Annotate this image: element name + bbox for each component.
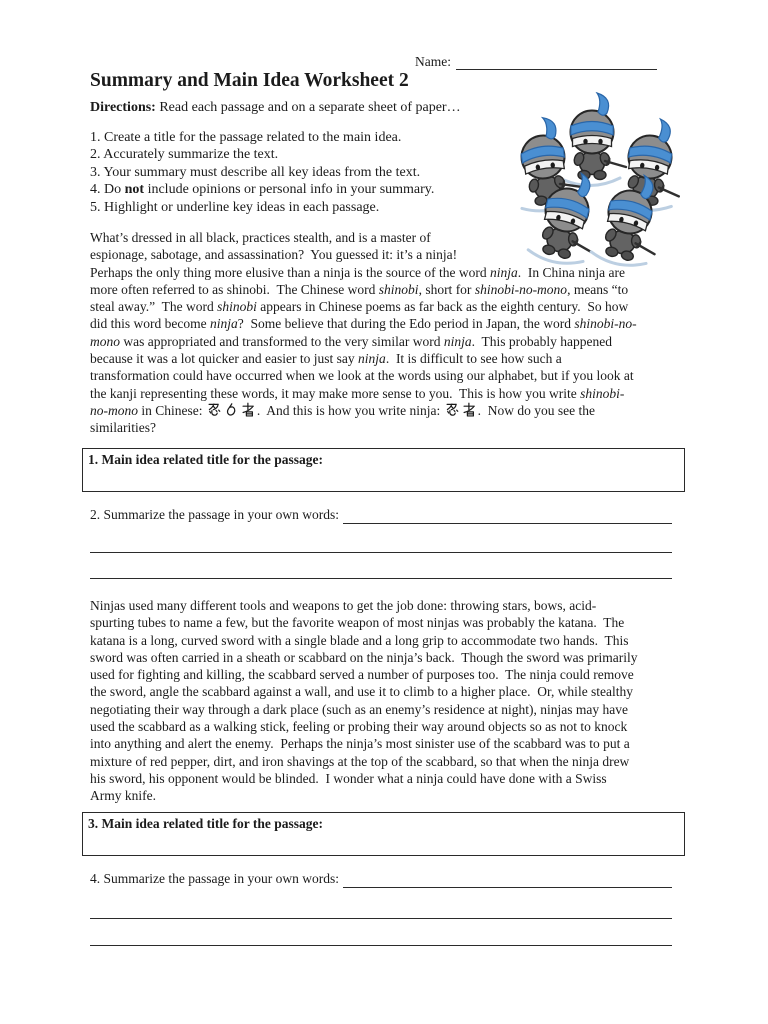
text-line: no-mono in Chinese: . And this is how you write ninja: . Now do you see the bbox=[90, 402, 595, 418]
summarize-row-2 bbox=[90, 507, 672, 524]
summarize-4-blank-line bbox=[343, 871, 672, 888]
write-line bbox=[90, 535, 672, 553]
name-row bbox=[415, 54, 657, 70]
answer-box-3 bbox=[82, 812, 685, 856]
text-line: spurting tubes to name a few, but the favorite weapon of most ninjas was probably the katana. The bbox=[90, 615, 625, 631]
directions-label: Directions: bbox=[90, 100, 156, 115]
text-line: because it was a lot quicker and easier to just say ninja. It is difficult to see how such a bbox=[90, 351, 562, 367]
text-line: negotiating their way through a dark place (such as an enemy’s residence at night), ninjas may have bbox=[90, 701, 628, 717]
text-line: into anything and alert the enemy. Perhaps the ninja’s most sinister use of the scabbard was to put a bbox=[90, 736, 630, 752]
summarize-row-4 bbox=[90, 871, 672, 888]
summarize-4-label: 4. Summarize the passage in your own words: bbox=[90, 871, 339, 886]
kanji-glyph bbox=[241, 402, 256, 417]
text-line: mono was appropriated and transformed to the very similar word ninja. This probably happened bbox=[90, 333, 613, 349]
text-line: used the scabbard as a walking stick, feeling or probing their way around objects so as not to knock bbox=[90, 719, 628, 735]
kanji-glyph bbox=[224, 402, 239, 417]
kanji-glyph bbox=[462, 402, 477, 417]
summarize-2-label: 2. Summarize the passage in your own words: bbox=[90, 507, 339, 522]
ninja-figure-top bbox=[564, 93, 626, 186]
text-line: 1. Create a title for the passage related to the main idea. bbox=[90, 130, 402, 145]
directions-text: Read each passage and on a separate sheet of paper… bbox=[159, 100, 461, 115]
kanji-glyph bbox=[207, 402, 222, 417]
name-blank-line bbox=[456, 54, 657, 70]
text-line: the kanji representing these words, it may make more sense to you. This is how you write shinobi- bbox=[90, 385, 625, 401]
text-line: 2. Accurately summarize the text. bbox=[90, 147, 279, 163]
text-line: did this word become ninja? Some believe that during the Edo period in Japan, the word shinobi-no- bbox=[90, 316, 637, 332]
answer-box-3-label: 3. Main idea related title for the passage: bbox=[88, 816, 323, 831]
text-line: Ninjas used many different tools and weapons to get the job done: throwing stars, bows, acid- bbox=[90, 598, 597, 613]
instructions-list bbox=[90, 129, 434, 216]
text-line: steal away.” The word shinobi appears in Chinese poems as far back as the eighth century. So how bbox=[90, 299, 629, 315]
answer-box-1-label: 1. Main idea related title for the passage: bbox=[88, 452, 323, 467]
text-line: What’s dressed in all black, practices stealth, and is a master of bbox=[90, 230, 431, 245]
text-line: 5. Highlight or underline key ideas in each passage. bbox=[90, 199, 380, 215]
text-line: katana is a long, curved sword with a single blade and a long grip to accommodate two hands. This bbox=[90, 632, 629, 648]
text-line: the sword, angle the scabbard against a wall, and use it to climb to a higher place. Or, while stealthy bbox=[90, 684, 634, 700]
name-label: Name: bbox=[415, 54, 451, 69]
directions bbox=[90, 100, 461, 116]
answer-box-1 bbox=[82, 448, 685, 492]
text-line: his sword, his opponent would be blinded. I wonder what a ninja could have done with a Swiss bbox=[90, 770, 607, 786]
text-line: Perhaps the only thing more elusive than a ninja is the source of the word ninja. In China ninja are bbox=[90, 264, 626, 280]
text-line: 4. Do not include opinions or personal info in your summary. bbox=[90, 182, 435, 198]
write-line bbox=[90, 928, 672, 946]
page-title: Summary and Main Idea Worksheet 2 bbox=[90, 70, 409, 91]
text-line: 3. Your summary must describe all key ideas from the text. bbox=[90, 164, 421, 180]
passage-1 bbox=[90, 229, 637, 437]
text-line: espionage, sabotage, and assassination? You guessed it: it’s a ninja! bbox=[90, 247, 458, 263]
text-line: Army knife. bbox=[90, 788, 156, 804]
text-line: mixture of red pepper, dirt, and iron shavings at the top of the scabbard, so that when the ninja drew bbox=[90, 753, 630, 769]
write-line bbox=[90, 561, 672, 579]
text-line: sword was often carried in a sheath or scabbard on the ninja’s back. Though the sword was primarily bbox=[90, 649, 638, 665]
text-line: used for fighting and killing, the scabbard served a number of purposes too. The ninja could remove bbox=[90, 667, 634, 683]
passage-2 bbox=[90, 597, 637, 805]
text-line: similarities? bbox=[90, 420, 156, 436]
text-line: more often referred to as shinobi. The Chinese word shinobi, short for shinobi-no-mono, means “to bbox=[90, 281, 629, 297]
text-line: transformation could have occurred when we look at the words using our alphabet, but if you look at bbox=[90, 368, 634, 384]
summarize-2-blank-line bbox=[343, 507, 672, 524]
kanji-glyph bbox=[445, 402, 460, 417]
write-line bbox=[90, 901, 672, 919]
